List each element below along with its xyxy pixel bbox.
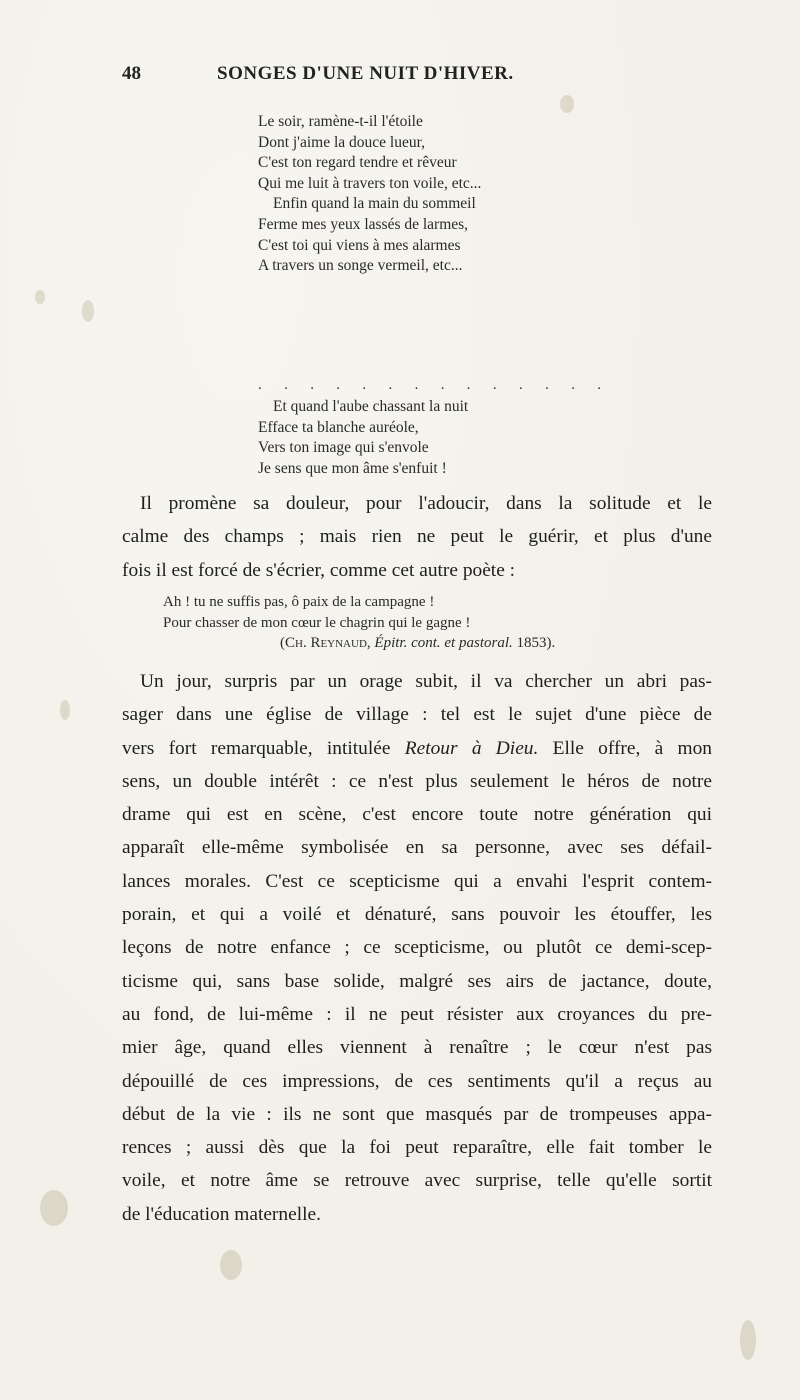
text-line: fois il est forcé de s'écrier, comme cet autre poète : xyxy=(122,559,516,581)
verse-line: Le soir, ramène-t-il l'étoile xyxy=(258,113,423,130)
citation-work: Épitr. cont. et pastoral. xyxy=(374,635,513,652)
text-line: dépouillé de ces impressions, de ces sentiments qu'il a reçus au xyxy=(122,1070,712,1092)
text-line: début de la vie : ils ne sont que masqués par de trompeuses appa- xyxy=(122,1103,712,1125)
citation-paren: ( xyxy=(280,635,285,652)
verse-line: Efface ta blanche auréole, xyxy=(258,418,419,436)
verse-line: A travers un songe vermeil, etc... xyxy=(258,257,463,275)
text-line: apparaît elle-même symbolisée en sa personne, avec ses défail- xyxy=(122,837,712,859)
page-number: 48 xyxy=(122,63,141,84)
text-line: Il promène sa douleur, pour l'adoucir, dans la solitude et le xyxy=(140,493,712,514)
text-line: porain, et qui a voilé et dénaturé, sans pouvoir les étouffer, les xyxy=(122,904,712,926)
text-fragment: Elle offre, à mon xyxy=(538,737,712,759)
text-line: voile, et notre âme se retrouve avec surprise, telle qu'elle sortit xyxy=(122,1170,712,1192)
foxing-stain xyxy=(220,1250,242,1280)
foxing-stain xyxy=(60,700,70,720)
foxing-stain xyxy=(560,95,574,113)
verse-block-2 xyxy=(258,397,468,479)
paragraph-2 xyxy=(122,665,712,1231)
running-title: SONGES D'UNE NUIT D'HIVER. xyxy=(217,63,514,84)
page-header xyxy=(122,63,722,93)
work-title: Retour à Dieu. xyxy=(404,737,539,759)
text-line: ticisme qui, sans base solide, malgré ses airs de jactance, doute, xyxy=(122,970,712,992)
foxing-stain xyxy=(35,290,45,304)
text-line: lances morales. C'est ce scepticisme qui a envahi l'esprit contem- xyxy=(122,870,712,892)
verse-line: Et quand l'aube chassant la nuit xyxy=(273,398,469,415)
verse-line: Enfin quand la main du sommeil xyxy=(273,195,476,213)
verse-line: Qui me luit à travers ton voile, etc... xyxy=(258,174,482,192)
quotation-block xyxy=(163,592,555,654)
verse-block-1 xyxy=(258,112,481,277)
verse-line: Dont j'aime la douce lueur, xyxy=(258,133,426,151)
text-line: sager dans une église de village : tel est le sujet d'une pièce de xyxy=(122,704,712,726)
paragraph-1 xyxy=(122,487,712,587)
text-line: mier âge, quand elles viennent à renaître ; le cœur n'est pas xyxy=(122,1037,712,1059)
quote-line: Pour chasser de mon cœur le chagrin qui le gagne ! xyxy=(163,614,471,631)
verse-line: Je sens que mon âme s'enfuit ! xyxy=(258,459,447,477)
citation-year: 1853). xyxy=(516,635,556,652)
text-line: sens, un double intérêt : ce n'est plus seulement le héros de notre xyxy=(122,770,712,792)
verse-line: C'est ton regard tendre et rêveur xyxy=(258,154,457,172)
text-fragment: vers fort remarquable, intitulée xyxy=(122,737,405,759)
text-line: leçons de notre enfance ; ce scepticisme, ou plutôt ce demi-scep- xyxy=(122,937,712,959)
citation-author: Ch. Reynaud, xyxy=(285,635,371,652)
citation xyxy=(163,633,555,654)
text-line: de l'éducation maternelle. xyxy=(122,1203,321,1225)
text-line: drame qui est en scène, c'est encore toute notre génération qui xyxy=(122,804,712,826)
text-line xyxy=(122,732,712,765)
foxing-stain xyxy=(40,1190,68,1226)
verse-line: Ferme mes yeux lassés de larmes, xyxy=(258,215,469,233)
text-line: Un jour, surpris par un orage subit, il va chercher un abri pas- xyxy=(140,671,712,692)
verse-line: C'est toi qui viens à mes alarmes xyxy=(258,236,461,254)
text-line: au fond, de lui-même : il ne peut résister aux croyances du pre- xyxy=(122,1003,712,1025)
text-line: calme des champs ; mais rien ne peut le guérir, et plus d'une xyxy=(122,526,712,548)
foxing-stain xyxy=(740,1320,756,1360)
foxing-stain xyxy=(82,300,94,322)
text-line: rences ; aussi dès que la foi peut reparaître, elle fait tomber le xyxy=(122,1137,712,1159)
ellipsis-row: . . . . . . . . . . . . . . xyxy=(258,377,611,393)
verse-line: Vers ton image qui s'envole xyxy=(258,439,429,457)
quote-line: Ah ! tu ne suffis pas, ô paix de la campagne ! xyxy=(163,594,435,610)
